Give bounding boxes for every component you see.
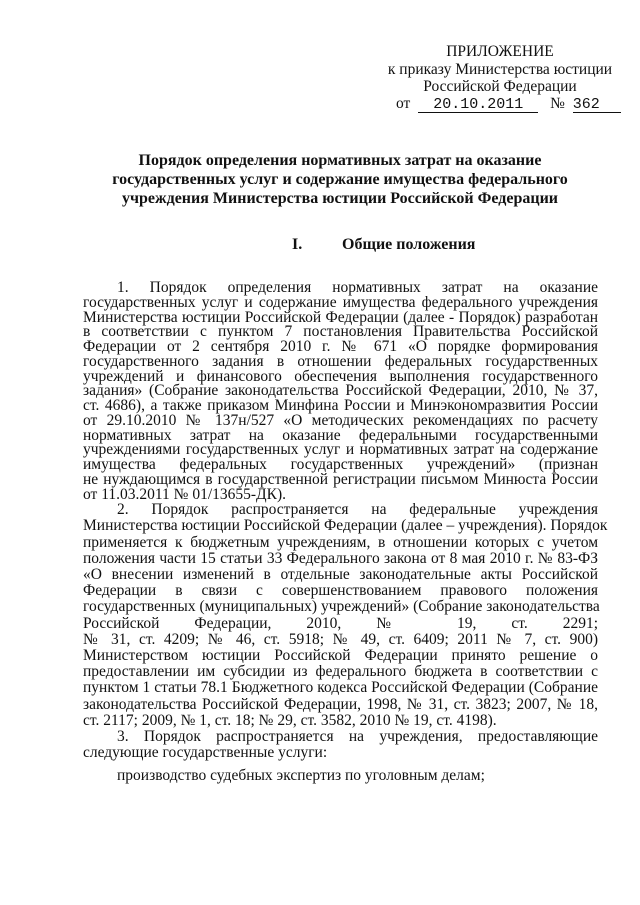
paragraph (83, 281, 598, 502)
text-line: Министерства юстиции Российской Федерации (далее – учреждения). Порядок (83, 517, 608, 535)
section-heading (292, 236, 475, 254)
text-line: учреждений и финансового обеспечения выполнения государственного (83, 367, 598, 385)
text-line: 1. Порядок определения нормативных затрат на оказание (117, 279, 598, 296)
text-line: в соответствии с пунктом 7 постановления Правительства Российской (83, 323, 598, 341)
text-line: предоставлении им субсидии из федерального бюджета в соответствии с (83, 663, 598, 681)
number-prefix: № (550, 95, 565, 112)
text-line: 3. Порядок распространяется на учреждения, предоставляющие (117, 727, 598, 745)
text-line: ст. 4686), а также приказом Минфина России и Минэкономразвития России (83, 397, 598, 414)
text-line: Федерации в связи с совершенствованием правового положения (83, 582, 598, 600)
paragraph (83, 501, 608, 729)
text-line: Федерации от 2 сентября 2010 г. № 671 «О порядке формирования (83, 338, 598, 355)
text-line: государственных (муниципальных) учреждений» (Собрание законодательства (83, 598, 600, 616)
text-line: следующие государственные услуги: (83, 743, 328, 761)
date-prefix: от (396, 95, 411, 112)
text-line: от 11.03.2011 № 01/13655-ДК). (83, 485, 286, 503)
order-number: 362 (573, 98, 621, 113)
text-line: учреждениями государственных услуг и нормативных затрат на содержание (83, 441, 598, 459)
text-line: законодательства Российской Федерации, 1998, № 31, ст. 3823; 2007, № 18, (83, 695, 598, 713)
document-title (60, 151, 620, 208)
text-line: от 29.10.2010 № 137н/527 «О методических рекомендациях по расчету (83, 411, 598, 429)
text-line: положения части 15 статьи 33 Федерального закона от 8 мая 2010 г. № 83-ФЗ (83, 549, 598, 567)
order-reference: к приказу Министерства юстиции (387, 61, 613, 78)
text-line: Министерства юстиции Российской Федерации (далее - Порядок) разработан (83, 308, 598, 326)
paragraph (83, 729, 598, 761)
document-body (83, 279, 608, 785)
appendix-label: ПРИЛОЖЕНИЕ (446, 43, 554, 60)
text-line: Российской Федерации, 2010, № 19, ст. 2291; (83, 614, 598, 632)
text-line: Министерством юстиции Российской Федерации принято решение о (83, 646, 598, 664)
federation-label: Российской Федерации (423, 78, 577, 95)
text-line: имущества федеральных государственных учреждений» (признан (83, 456, 598, 473)
order-date-number (396, 95, 621, 113)
text-line: 2. Порядок распространяется на федеральные учреждения (117, 501, 598, 519)
text-line: пунктом 1 статьи 78.1 Бюджетного кодекса Российской Федерации (Собрание (83, 679, 598, 697)
text-line: ст. 2117; 2009, № 1, ст. 18; № 29, ст. 3582, 2010 № 19, ст. 4198). (83, 711, 497, 729)
text-line: № 31, ст. 4209; № 46, ст. 5918; № 49, ст. 6409; 2011 № 7, ст. 900) (83, 630, 598, 648)
order-date: 20.10.2011 (418, 98, 538, 113)
title-line: государственных услуг и содержание имущества федерального (112, 171, 568, 188)
text-line: государственного задания в отношении федеральных государственных (83, 352, 598, 370)
text-line: нормативных затрат на оказание федеральными государственными (83, 426, 598, 444)
text-line: «О внесении изменений в отдельные законодательные акты Российской (83, 566, 598, 583)
text-line: производство судебных экспертиз по уголовным делам; (117, 766, 485, 784)
text-line: государственных услуг и содержание имущества федерального учреждения (83, 293, 598, 311)
text-line: задания» (Собрание законодательства Российской Федерации, 2010, № 37, (83, 382, 598, 400)
paragraph (83, 767, 598, 785)
title-line: Порядок определения нормативных затрат на оказание (138, 152, 542, 169)
text-line: не нуждающимся в государственной регистрации письмом Минюста России (83, 470, 598, 488)
section-numeral: I. (292, 236, 303, 253)
text-line: применяется к бюджетным учреждениям, в отношении которых с учетом (83, 533, 598, 551)
title-line: учреждения Министерства юстиции Российской Федерации (121, 190, 559, 207)
section-title: Общие положения (342, 236, 476, 253)
